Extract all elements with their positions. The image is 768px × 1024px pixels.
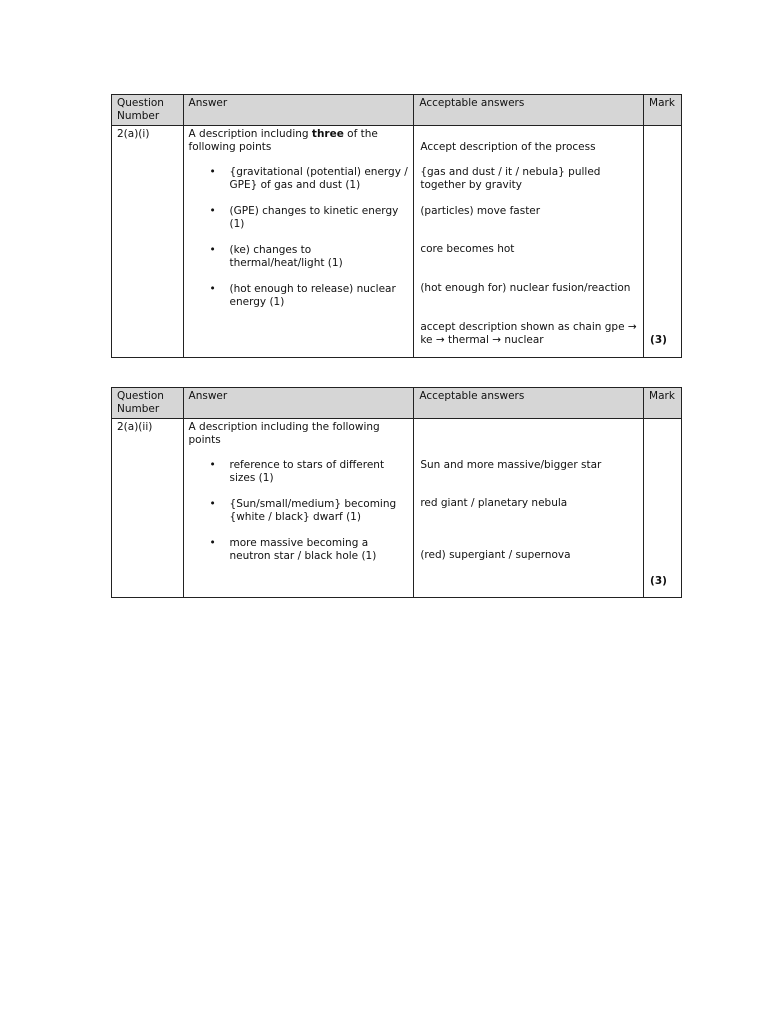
acceptable-answer: (red) supergiant / supernova [420,549,571,561]
list-item: • {gravitational (potential) energy / GPE} of gas and dust (1) [230,166,409,192]
list-item: • (hot enough to release) nuclear energy (1) [230,283,409,309]
answer-points [189,166,409,309]
list-item: • {Sun/small/medium} becoming {white / black} dwarf (1) [230,498,409,524]
acceptable-answer: {gas and dust / it / nebula} pulled together by gravity [420,166,601,191]
acceptable-answer: accept description shown as chain gpe → ke → thermal → nuclear [420,321,637,346]
mark-scheme-table-2 [111,387,682,598]
acceptable-answer: Accept description of the process [420,141,596,153]
header-mark: Mark [644,95,682,126]
table-row [112,126,682,358]
question-number: 2(a)(i) [112,126,184,358]
answer-cell [183,126,414,358]
header-question-number: Question Number [112,95,184,126]
answer-intro: A description including the following points [188,421,380,446]
question-number: 2(a)(ii) [112,419,184,598]
mark-value: (3) [650,575,667,587]
list-item: • more massive becoming a neutron star / black hole (1) [230,537,409,563]
acceptable-answers-cell [414,126,644,358]
acceptable-answer: red giant / planetary nebula [420,497,568,509]
list-item: • (ke) changes to thermal/heat/light (1) [230,244,409,270]
header-answer: Answer [183,95,414,126]
acceptable-answers-cell [414,419,644,598]
list-item: • reference to stars of different sizes (1) [230,459,409,485]
acceptable-answer: (particles) move faster [420,205,541,217]
mark-value: (3) [650,334,667,346]
acceptable-answer: (hot enough for) nuclear fusion/reaction [420,282,631,294]
mark-scheme-table-1 [111,94,682,358]
header-acceptable-answers: Acceptable answers [414,95,644,126]
acceptable-answer: Sun and more massive/bigger star [420,459,602,471]
table-header-row [112,95,682,126]
table-row [112,419,682,598]
header-question-number: Question Number [112,388,184,419]
table-header-row [112,388,682,419]
mark-cell [644,126,682,358]
header-mark: Mark [644,388,682,419]
acceptable-answer: core becomes hot [420,243,515,255]
header-acceptable-answers: Acceptable answers [414,388,644,419]
answer-points [189,459,409,563]
list-item: • (GPE) changes to kinetic energy (1) [230,205,409,231]
mark-cell [644,419,682,598]
header-answer: Answer [183,388,414,419]
answer-intro: A description including three of the following points [188,128,378,153]
answer-cell [183,419,414,598]
